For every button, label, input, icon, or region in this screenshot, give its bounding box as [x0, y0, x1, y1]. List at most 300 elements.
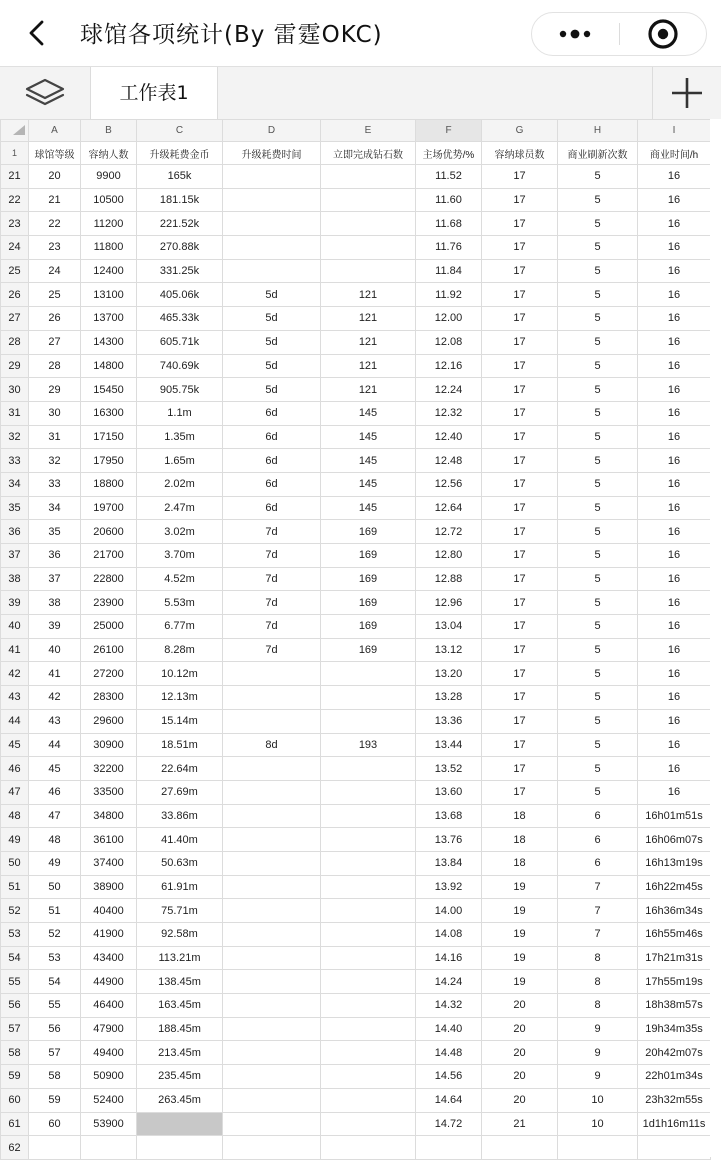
more-button[interactable] [532, 13, 619, 55]
table-cell[interactable] [321, 1112, 416, 1136]
table-cell[interactable] [321, 1065, 416, 1089]
table-cell[interactable]: 1.1m [137, 401, 223, 425]
table-cell[interactable]: 5 [558, 165, 638, 189]
table-cell[interactable]: 13.84 [416, 851, 482, 875]
table-cell[interactable]: 33 [29, 472, 81, 496]
table-cell[interactable]: 145 [321, 472, 416, 496]
table-cell[interactable] [321, 1017, 416, 1041]
row-number[interactable]: 45 [1, 733, 29, 757]
table-cell[interactable]: 169 [321, 520, 416, 544]
table-cell[interactable]: 17 [482, 686, 558, 710]
table-cell[interactable] [558, 1136, 638, 1160]
table-cell[interactable]: 12.72 [416, 520, 482, 544]
table-cell[interactable]: 25000 [81, 615, 137, 639]
table-cell[interactable]: 43400 [81, 946, 137, 970]
table-cell[interactable] [223, 757, 321, 781]
table-cell[interactable]: 11.60 [416, 188, 482, 212]
table-cell[interactable]: 53 [29, 946, 81, 970]
table-cell[interactable]: 16 [638, 330, 711, 354]
header-cell[interactable]: 主场优势/% [416, 142, 482, 165]
table-cell[interactable]: 38900 [81, 875, 137, 899]
table-cell[interactable]: 8 [558, 994, 638, 1018]
row-number[interactable]: 39 [1, 591, 29, 615]
table-cell[interactable]: 5 [558, 757, 638, 781]
table-cell[interactable]: 18.51m [137, 733, 223, 757]
row-number[interactable]: 41 [1, 638, 29, 662]
table-cell[interactable]: 16 [638, 733, 711, 757]
table-cell[interactable]: 11800 [81, 236, 137, 260]
table-cell[interactable] [321, 188, 416, 212]
table-cell[interactable]: 17 [482, 638, 558, 662]
table-cell[interactable] [321, 828, 416, 852]
table-cell[interactable]: 11.52 [416, 165, 482, 189]
table-cell[interactable] [223, 923, 321, 947]
row-number[interactable]: 47 [1, 780, 29, 804]
table-cell[interactable]: 20 [482, 1041, 558, 1065]
table-cell[interactable]: 13.68 [416, 804, 482, 828]
table-cell[interactable]: 23 [29, 236, 81, 260]
table-cell[interactable]: 16 [638, 401, 711, 425]
table-cell[interactable]: 47 [29, 804, 81, 828]
table-cell[interactable]: 17 [482, 212, 558, 236]
table-cell[interactable]: 145 [321, 425, 416, 449]
table-cell[interactable]: 60 [29, 1112, 81, 1136]
row-number[interactable]: 43 [1, 686, 29, 710]
table-cell[interactable] [223, 970, 321, 994]
row-number[interactable]: 59 [1, 1065, 29, 1089]
table-cell[interactable] [223, 851, 321, 875]
row-number[interactable]: 23 [1, 212, 29, 236]
row-number[interactable]: 25 [1, 259, 29, 283]
table-cell[interactable] [321, 1041, 416, 1065]
table-cell[interactable]: 18800 [81, 472, 137, 496]
table-cell[interactable]: 11.84 [416, 259, 482, 283]
table-cell[interactable]: 50.63m [137, 851, 223, 875]
table-cell[interactable]: 29 [29, 378, 81, 402]
table-cell[interactable]: 8 [558, 946, 638, 970]
tab-sheet1[interactable]: 工作表1 [90, 67, 218, 119]
table-cell[interactable]: 17 [482, 615, 558, 639]
table-cell[interactable]: 6d [223, 472, 321, 496]
table-cell[interactable]: 7d [223, 567, 321, 591]
table-cell[interactable]: 32 [29, 449, 81, 473]
table-cell[interactable]: 52 [29, 923, 81, 947]
header-cell[interactable]: 升级耗费时间 [223, 142, 321, 165]
table-cell[interactable]: 12.24 [416, 378, 482, 402]
table-cell[interactable] [321, 875, 416, 899]
table-cell[interactable] [321, 212, 416, 236]
row-number[interactable]: 60 [1, 1088, 29, 1112]
table-cell[interactable]: 5 [558, 520, 638, 544]
table-cell[interactable]: 53900 [81, 1112, 137, 1136]
table-cell[interactable]: 605.71k [137, 330, 223, 354]
header-cell[interactable]: 商业时间/h [638, 142, 711, 165]
table-cell[interactable]: 6d [223, 449, 321, 473]
table-cell[interactable]: 23h32m55s [638, 1088, 711, 1112]
table-cell[interactable]: 16 [638, 686, 711, 710]
table-cell[interactable] [321, 780, 416, 804]
table-cell[interactable]: 5 [558, 401, 638, 425]
table-cell[interactable]: 16 [638, 780, 711, 804]
table-cell[interactable] [223, 212, 321, 236]
table-cell[interactable]: 16 [638, 212, 711, 236]
table-cell[interactable] [223, 1065, 321, 1089]
table-cell[interactable]: 21700 [81, 544, 137, 568]
row-number[interactable]: 37 [1, 544, 29, 568]
table-cell[interactable]: 14.08 [416, 923, 482, 947]
table-cell[interactable]: 22h01m34s [638, 1065, 711, 1089]
row-number[interactable]: 51 [1, 875, 29, 899]
table-cell[interactable]: 24 [29, 259, 81, 283]
table-cell[interactable]: 16300 [81, 401, 137, 425]
table-cell[interactable]: 46 [29, 780, 81, 804]
table-cell[interactable]: 16 [638, 259, 711, 283]
table-cell[interactable]: 14.16 [416, 946, 482, 970]
table-cell[interactable]: 5d [223, 307, 321, 331]
table-cell[interactable]: 19 [482, 899, 558, 923]
table-cell[interactable]: 7d [223, 520, 321, 544]
row-number[interactable]: 52 [1, 899, 29, 923]
table-cell[interactable]: 14.64 [416, 1088, 482, 1112]
table-cell[interactable]: 16 [638, 307, 711, 331]
row-number[interactable]: 28 [1, 330, 29, 354]
table-cell[interactable]: 17 [482, 283, 558, 307]
table-cell[interactable]: 11200 [81, 212, 137, 236]
header-cell[interactable]: 商业刷新次数 [558, 142, 638, 165]
row-number[interactable]: 35 [1, 496, 29, 520]
table-cell[interactable] [321, 1136, 416, 1160]
table-cell[interactable]: 3.02m [137, 520, 223, 544]
row-number[interactable]: 44 [1, 709, 29, 733]
table-cell[interactable]: 12.80 [416, 544, 482, 568]
table-cell[interactable]: 5 [558, 733, 638, 757]
table-cell[interactable]: 12.08 [416, 330, 482, 354]
table-cell[interactable]: 29600 [81, 709, 137, 733]
table-cell[interactable]: 45 [29, 757, 81, 781]
table-cell[interactable]: 12.13m [137, 686, 223, 710]
table-cell[interactable]: 165k [137, 165, 223, 189]
table-cell[interactable] [29, 1136, 81, 1160]
table-cell[interactable]: 7 [558, 899, 638, 923]
table-cell[interactable]: 331.25k [137, 259, 223, 283]
table-cell[interactable] [223, 1017, 321, 1041]
table-cell[interactable] [223, 1088, 321, 1112]
row-number[interactable]: 57 [1, 1017, 29, 1041]
table-cell[interactable]: 121 [321, 354, 416, 378]
table-cell[interactable]: 7d [223, 615, 321, 639]
table-cell[interactable] [223, 1041, 321, 1065]
table-cell[interactable]: 54 [29, 970, 81, 994]
table-cell[interactable]: 49400 [81, 1041, 137, 1065]
table-cell[interactable]: 55 [29, 994, 81, 1018]
row-number[interactable]: 31 [1, 401, 29, 425]
table-cell[interactable]: 13.12 [416, 638, 482, 662]
table-cell[interactable]: 19 [482, 970, 558, 994]
row-number[interactable]: 42 [1, 662, 29, 686]
table-cell[interactable]: 16h01m51s [638, 804, 711, 828]
table-cell[interactable]: 10 [558, 1088, 638, 1112]
table-cell[interactable]: 27200 [81, 662, 137, 686]
table-cell[interactable]: 145 [321, 401, 416, 425]
table-cell[interactable]: 17 [482, 567, 558, 591]
table-cell[interactable]: 33.86m [137, 804, 223, 828]
table-cell[interactable]: 13100 [81, 283, 137, 307]
table-cell[interactable]: 13.20 [416, 662, 482, 686]
table-cell[interactable]: 17950 [81, 449, 137, 473]
table-cell[interactable]: 41 [29, 662, 81, 686]
header-cell[interactable]: 容纳球员数 [482, 142, 558, 165]
table-cell[interactable]: 61.91m [137, 875, 223, 899]
row-number[interactable]: 1 [1, 142, 29, 165]
table-cell[interactable]: 18 [482, 828, 558, 852]
table-cell[interactable]: 16 [638, 662, 711, 686]
table-cell[interactable]: 35 [29, 520, 81, 544]
table-cell[interactable]: 12.48 [416, 449, 482, 473]
table-cell[interactable]: 19 [482, 923, 558, 947]
column-header-e[interactable]: E [321, 120, 416, 142]
table-cell[interactable]: 37400 [81, 851, 137, 875]
table-cell[interactable]: 42 [29, 686, 81, 710]
table-cell[interactable]: 16 [638, 283, 711, 307]
table-cell[interactable] [416, 1136, 482, 1160]
table-cell[interactable]: 16 [638, 378, 711, 402]
table-cell[interactable]: 8.28m [137, 638, 223, 662]
table-cell[interactable]: 169 [321, 615, 416, 639]
table-cell[interactable]: 2.47m [137, 496, 223, 520]
table-cell[interactable]: 2.02m [137, 472, 223, 496]
selected-cell[interactable] [137, 1112, 223, 1136]
header-cell[interactable]: 容纳人数 [81, 142, 137, 165]
table-cell[interactable]: 59 [29, 1088, 81, 1112]
close-button[interactable] [620, 13, 707, 55]
table-cell[interactable]: 22800 [81, 567, 137, 591]
table-cell[interactable]: 17 [482, 520, 558, 544]
table-cell[interactable]: 905.75k [137, 378, 223, 402]
table-cell[interactable]: 121 [321, 330, 416, 354]
table-cell[interactable]: 17 [482, 330, 558, 354]
table-cell[interactable]: 21 [482, 1112, 558, 1136]
column-header-i[interactable]: I [638, 120, 711, 142]
table-cell[interactable]: 16h22m45s [638, 875, 711, 899]
table-cell[interactable]: 263.45m [137, 1088, 223, 1112]
table-cell[interactable]: 17 [482, 401, 558, 425]
table-cell[interactable] [321, 662, 416, 686]
table-cell[interactable]: 14.72 [416, 1112, 482, 1136]
table-cell[interactable]: 12.88 [416, 567, 482, 591]
table-cell[interactable]: 40400 [81, 899, 137, 923]
table-cell[interactable]: 5 [558, 709, 638, 733]
table-cell[interactable]: 6 [558, 851, 638, 875]
table-cell[interactable]: 22.64m [137, 757, 223, 781]
table-cell[interactable]: 14800 [81, 354, 137, 378]
table-cell[interactable] [223, 946, 321, 970]
table-cell[interactable]: 5 [558, 686, 638, 710]
table-cell[interactable]: 5 [558, 496, 638, 520]
table-cell[interactable]: 235.45m [137, 1065, 223, 1089]
table-cell[interactable]: 7d [223, 638, 321, 662]
table-cell[interactable] [321, 970, 416, 994]
table-cell[interactable]: 1.35m [137, 425, 223, 449]
table-cell[interactable] [81, 1136, 137, 1160]
table-cell[interactable]: 40 [29, 638, 81, 662]
table-cell[interactable]: 13.92 [416, 875, 482, 899]
table-cell[interactable] [223, 1136, 321, 1160]
table-cell[interactable]: 38 [29, 591, 81, 615]
table-cell[interactable]: 16 [638, 496, 711, 520]
row-number[interactable]: 36 [1, 520, 29, 544]
table-cell[interactable]: 25 [29, 283, 81, 307]
row-number[interactable]: 50 [1, 851, 29, 875]
table-cell[interactable]: 12400 [81, 259, 137, 283]
table-cell[interactable]: 7 [558, 875, 638, 899]
table-cell[interactable]: 3.70m [137, 544, 223, 568]
table-cell[interactable]: 26 [29, 307, 81, 331]
table-cell[interactable]: 50 [29, 875, 81, 899]
table-cell[interactable]: 6 [558, 804, 638, 828]
header-cell[interactable]: 升级耗费金币 [137, 142, 223, 165]
table-cell[interactable]: 20 [482, 994, 558, 1018]
table-cell[interactable] [321, 804, 416, 828]
table-cell[interactable]: 13.52 [416, 757, 482, 781]
table-cell[interactable]: 8 [558, 970, 638, 994]
row-number[interactable]: 22 [1, 188, 29, 212]
table-cell[interactable]: 47900 [81, 1017, 137, 1041]
column-header-h[interactable]: H [558, 120, 638, 142]
table-cell[interactable]: 20 [482, 1017, 558, 1041]
table-cell[interactable]: 14.48 [416, 1041, 482, 1065]
table-cell[interactable]: 14300 [81, 330, 137, 354]
table-cell[interactable]: 18h38m57s [638, 994, 711, 1018]
table-cell[interactable]: 20600 [81, 520, 137, 544]
table-cell[interactable] [321, 686, 416, 710]
row-number[interactable]: 27 [1, 307, 29, 331]
table-cell[interactable]: 221.52k [137, 212, 223, 236]
table-cell[interactable]: 6.77m [137, 615, 223, 639]
table-cell[interactable]: 6d [223, 425, 321, 449]
table-cell[interactable]: 5 [558, 378, 638, 402]
table-cell[interactable]: 18 [482, 851, 558, 875]
table-cell[interactable]: 1d1h16m11s [638, 1112, 711, 1136]
table-cell[interactable]: 13.44 [416, 733, 482, 757]
table-cell[interactable]: 1.65m [137, 449, 223, 473]
table-cell[interactable]: 58 [29, 1065, 81, 1089]
table-cell[interactable]: 4.52m [137, 567, 223, 591]
table-cell[interactable]: 16 [638, 520, 711, 544]
table-cell[interactable]: 27 [29, 330, 81, 354]
table-cell[interactable]: 17 [482, 733, 558, 757]
row-number[interactable]: 24 [1, 236, 29, 260]
table-cell[interactable]: 17 [482, 188, 558, 212]
table-cell[interactable]: 57 [29, 1041, 81, 1065]
table-cell[interactable]: 12.40 [416, 425, 482, 449]
table-cell[interactable]: 5 [558, 591, 638, 615]
table-cell[interactable] [137, 1136, 223, 1160]
row-number[interactable]: 46 [1, 757, 29, 781]
table-cell[interactable]: 17 [482, 544, 558, 568]
table-cell[interactable]: 17 [482, 449, 558, 473]
column-header-b[interactable]: B [81, 120, 137, 142]
table-cell[interactable] [638, 1136, 711, 1160]
table-cell[interactable] [223, 780, 321, 804]
table-cell[interactable]: 26100 [81, 638, 137, 662]
table-cell[interactable]: 34 [29, 496, 81, 520]
table-cell[interactable]: 7d [223, 591, 321, 615]
table-cell[interactable]: 5 [558, 449, 638, 473]
table-cell[interactable]: 8d [223, 733, 321, 757]
table-cell[interactable]: 16 [638, 472, 711, 496]
table-cell[interactable]: 30900 [81, 733, 137, 757]
table-cell[interactable]: 15450 [81, 378, 137, 402]
table-cell[interactable]: 36 [29, 544, 81, 568]
table-cell[interactable]: 16 [638, 757, 711, 781]
table-cell[interactable]: 10.12m [137, 662, 223, 686]
table-cell[interactable]: 13700 [81, 307, 137, 331]
table-cell[interactable]: 13.28 [416, 686, 482, 710]
table-cell[interactable]: 16 [638, 165, 711, 189]
column-header-c[interactable]: C [137, 120, 223, 142]
table-cell[interactable]: 48 [29, 828, 81, 852]
table-cell[interactable]: 44900 [81, 970, 137, 994]
table-cell[interactable]: 22 [29, 212, 81, 236]
table-cell[interactable]: 12.16 [416, 354, 482, 378]
table-cell[interactable] [223, 875, 321, 899]
table-cell[interactable]: 5d [223, 330, 321, 354]
table-cell[interactable]: 17150 [81, 425, 137, 449]
table-cell[interactable]: 17 [482, 496, 558, 520]
table-cell[interactable]: 405.06k [137, 283, 223, 307]
table-cell[interactable]: 6d [223, 496, 321, 520]
table-cell[interactable]: 15.14m [137, 709, 223, 733]
table-cell[interactable]: 169 [321, 544, 416, 568]
table-cell[interactable]: 17 [482, 259, 558, 283]
table-cell[interactable]: 169 [321, 638, 416, 662]
row-number[interactable]: 56 [1, 994, 29, 1018]
spreadsheet-grid[interactable] [0, 119, 711, 1160]
table-cell[interactable]: 12.64 [416, 496, 482, 520]
table-cell[interactable]: 5 [558, 212, 638, 236]
table-cell[interactable]: 5 [558, 307, 638, 331]
table-cell[interactable] [321, 1088, 416, 1112]
table-cell[interactable]: 50900 [81, 1065, 137, 1089]
table-cell[interactable]: 16 [638, 544, 711, 568]
header-cell[interactable]: 球馆等级 [29, 142, 81, 165]
table-cell[interactable] [223, 165, 321, 189]
table-cell[interactable]: 20 [29, 165, 81, 189]
table-cell[interactable]: 12.00 [416, 307, 482, 331]
table-cell[interactable]: 16h55m46s [638, 923, 711, 947]
table-cell[interactable]: 19 [482, 946, 558, 970]
table-cell[interactable]: 6 [558, 828, 638, 852]
row-number[interactable]: 62 [1, 1136, 29, 1160]
table-cell[interactable]: 75.71m [137, 899, 223, 923]
table-cell[interactable]: 46400 [81, 994, 137, 1018]
add-sheet-button[interactable] [652, 67, 721, 119]
row-number[interactable]: 49 [1, 828, 29, 852]
table-cell[interactable]: 5d [223, 354, 321, 378]
table-cell[interactable]: 17 [482, 709, 558, 733]
table-cell[interactable]: 34800 [81, 804, 137, 828]
row-number[interactable]: 54 [1, 946, 29, 970]
table-cell[interactable] [321, 923, 416, 947]
table-cell[interactable]: 740.69k [137, 354, 223, 378]
table-cell[interactable]: 5 [558, 780, 638, 804]
table-cell[interactable]: 5 [558, 259, 638, 283]
table-cell[interactable] [321, 236, 416, 260]
table-cell[interactable]: 41900 [81, 923, 137, 947]
table-cell[interactable] [223, 828, 321, 852]
table-cell[interactable]: 5d [223, 283, 321, 307]
table-cell[interactable]: 121 [321, 307, 416, 331]
